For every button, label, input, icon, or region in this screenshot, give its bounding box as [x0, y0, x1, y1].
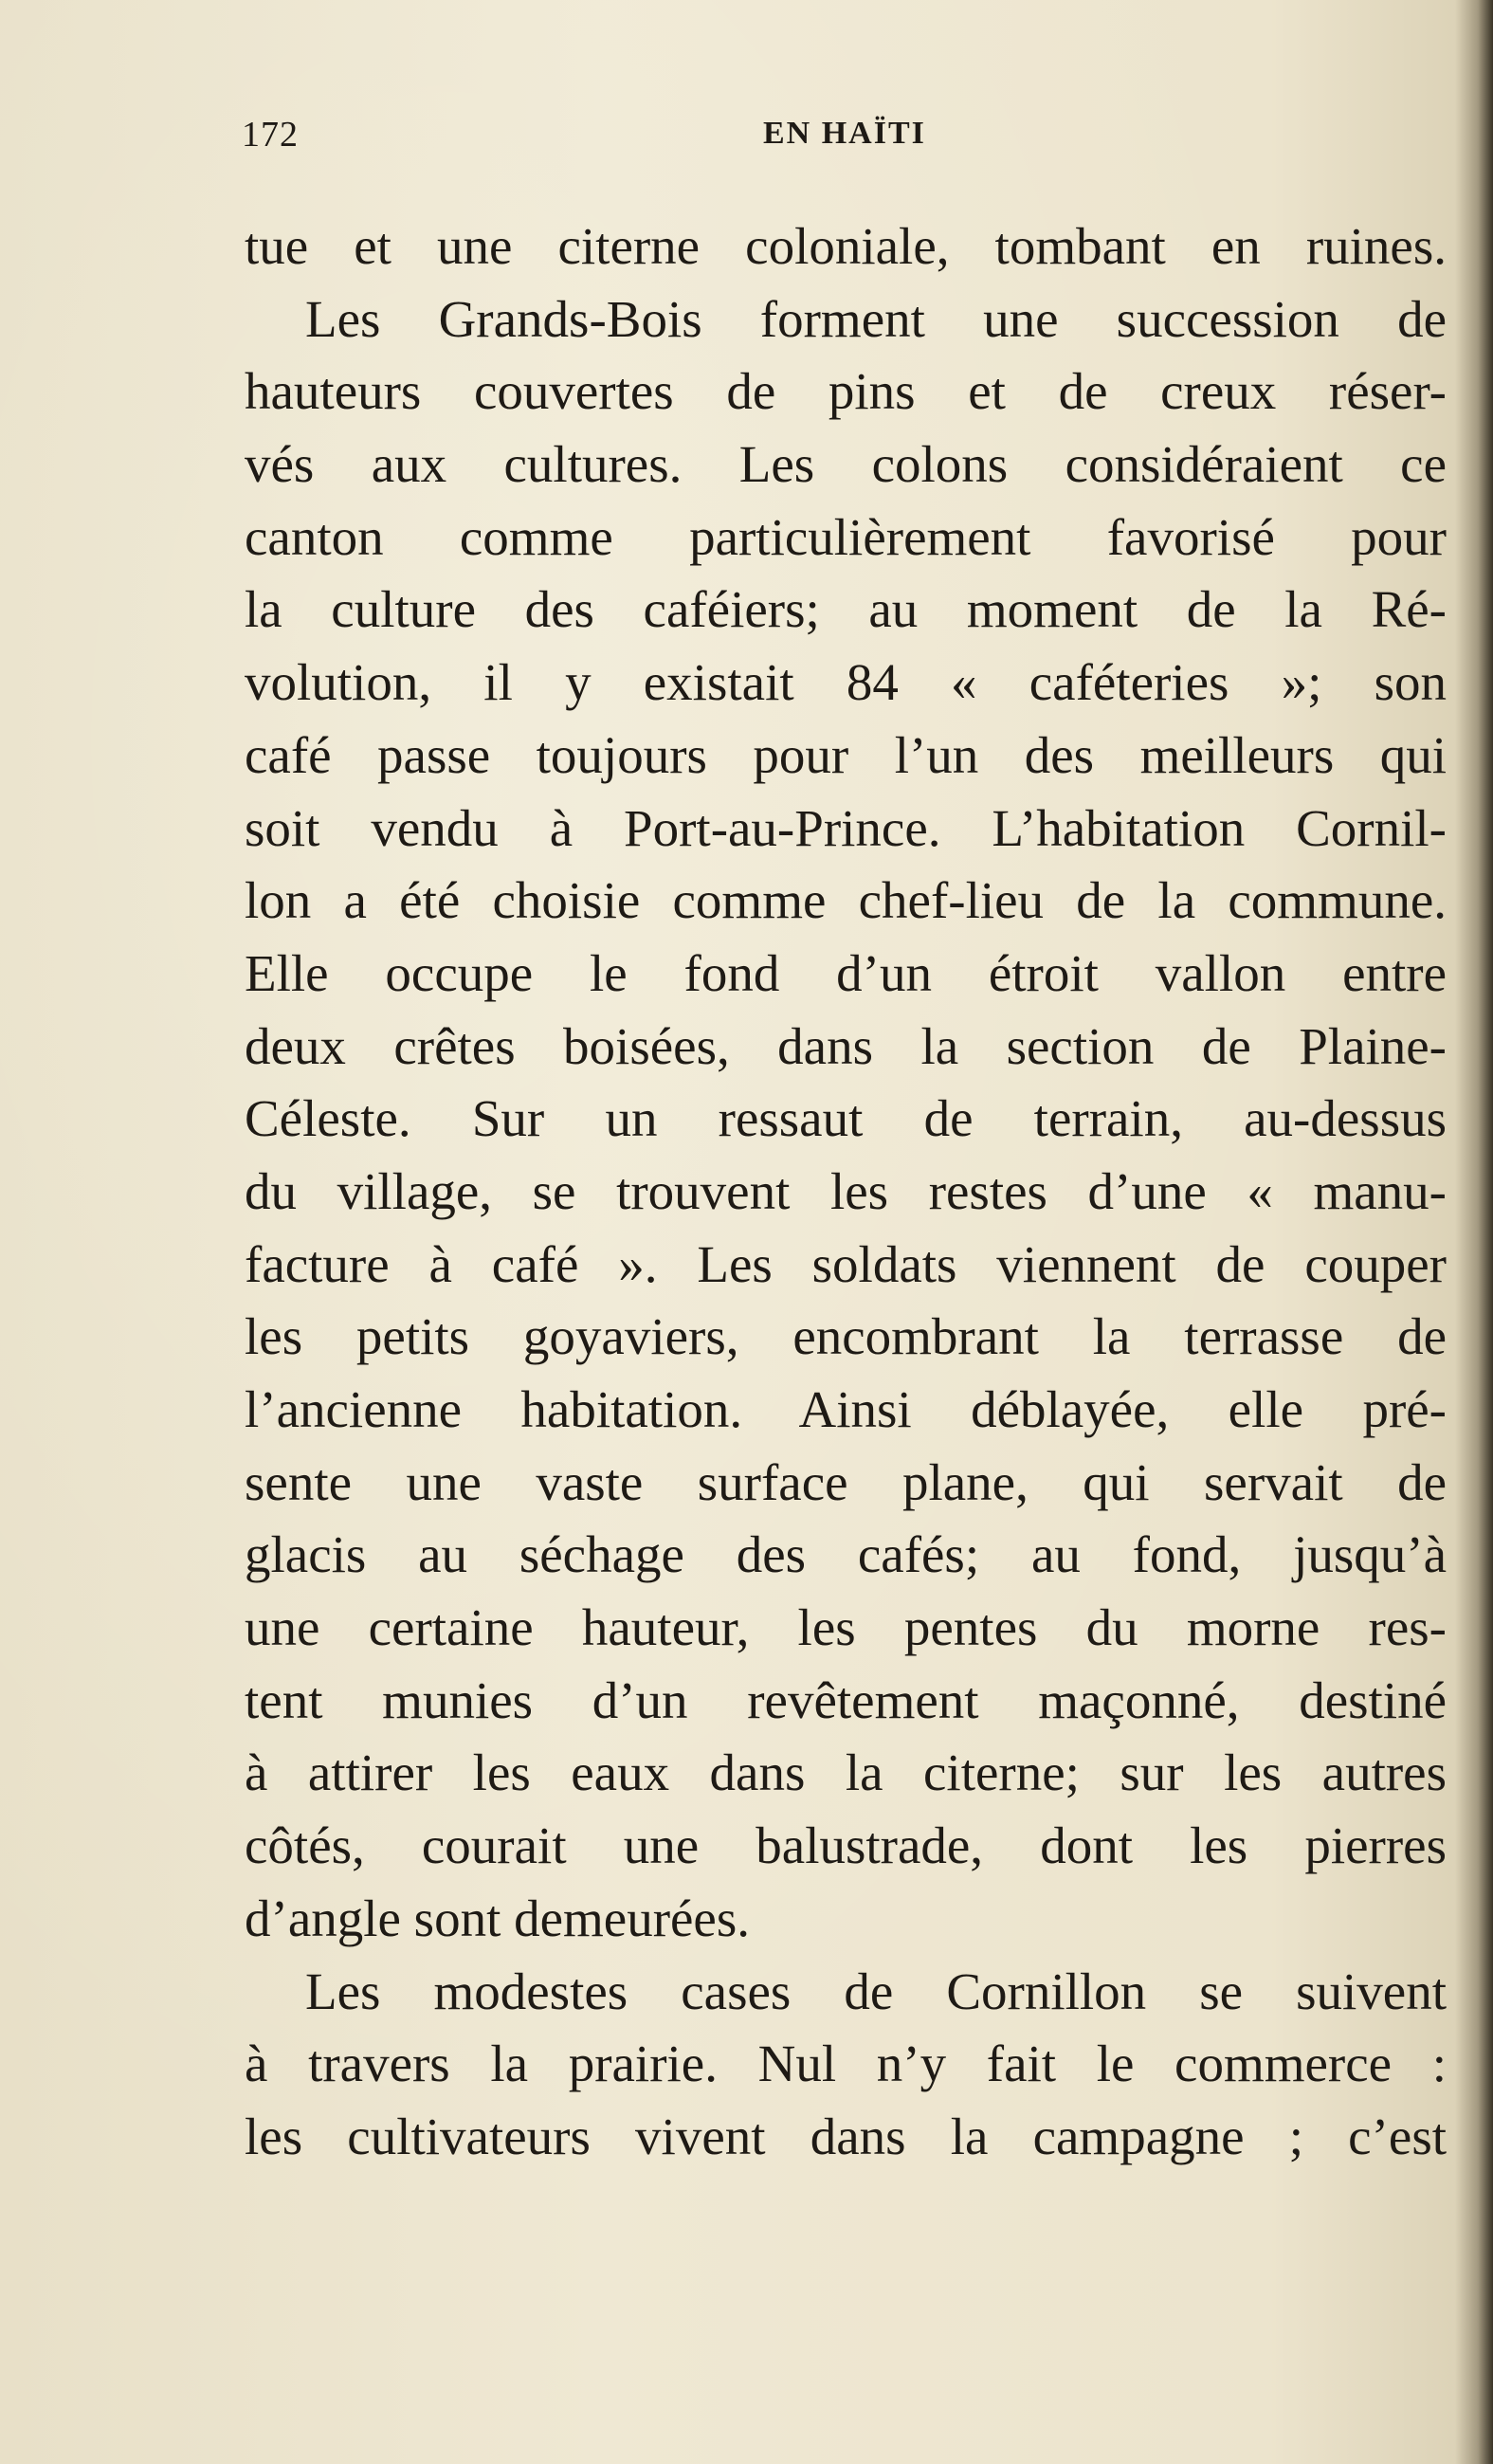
text-line: café passe toujours pour l’un des meilleurs qui: [245, 725, 1447, 784]
text-line: facture à café ». Les soldats viennent de couper: [245, 1234, 1447, 1293]
text-line: Les Grands-Bois forment une succession de: [305, 289, 1447, 348]
running-head: [242, 114, 1446, 171]
page-edge-shadow: [1455, 0, 1493, 2464]
text-line: vés aux cultures. Les colons considéraient ce: [245, 435, 1447, 494]
text-line: une certaine hauteur, les pentes du morne res-: [245, 1598, 1447, 1657]
text-line: hauteurs couvertes de pins et de creux réser-: [245, 362, 1447, 421]
text-line: à attirer les eaux dans la citerne; sur les autres: [245, 1743, 1447, 1802]
text-line: volution, il y existait 84 « caféteries »; son: [245, 653, 1447, 712]
text-line: Céleste. Sur un ressaut de terrain, au-dessus: [245, 1089, 1447, 1148]
text-line: du village, se trouvent les restes d’une « manu-: [245, 1161, 1447, 1220]
text-line: d’angle sont demeurées.: [245, 1889, 751, 1947]
text-line: tent munies d’un revêtement maçonné, destiné: [245, 1670, 1447, 1729]
running-title: EN HAÏTI: [763, 116, 926, 151]
text-line: lon a été choisie comme chef-lieu de la commune.: [245, 871, 1447, 930]
text-line: les cultivateurs vivent dans la campagne ; c’est: [245, 2107, 1447, 2165]
text-line: la culture des caféiers; au moment de la Ré-: [245, 580, 1447, 639]
body-text: [245, 210, 1447, 2174]
page-number: 172: [242, 115, 299, 155]
text-line: les petits goyaviers, encombrant la terrasse de: [245, 1307, 1447, 1366]
text-line: soit vendu à Port-au-Prince. L’habitation Cornil-: [245, 798, 1447, 857]
text-line: sente une vaste surface plane, qui servait de: [245, 1452, 1447, 1511]
text-line: l’ancienne habitation. Ainsi déblayée, elle pré-: [245, 1380, 1447, 1438]
text-line: glacis au séchage des cafés; au fond, jusqu’à: [245, 1525, 1447, 1584]
text-line: deux crêtes boisées, dans la section de Plaine-: [245, 1016, 1447, 1075]
text-line: tue et une citerne coloniale, tombant en ruines.: [245, 217, 1447, 275]
text-line: canton comme particulièrement favorisé pour: [245, 507, 1447, 566]
text-line: côtés, courait une balustrade, dont les pierres: [245, 1816, 1447, 1875]
text-line: Les modestes cases de Cornillon se suivent: [305, 1962, 1447, 2020]
text-line: à travers la prairie. Nul n’y fait le commerce :: [245, 2035, 1447, 2093]
text-line: Elle occupe le fond d’un étroit vallon entre: [245, 943, 1447, 1002]
